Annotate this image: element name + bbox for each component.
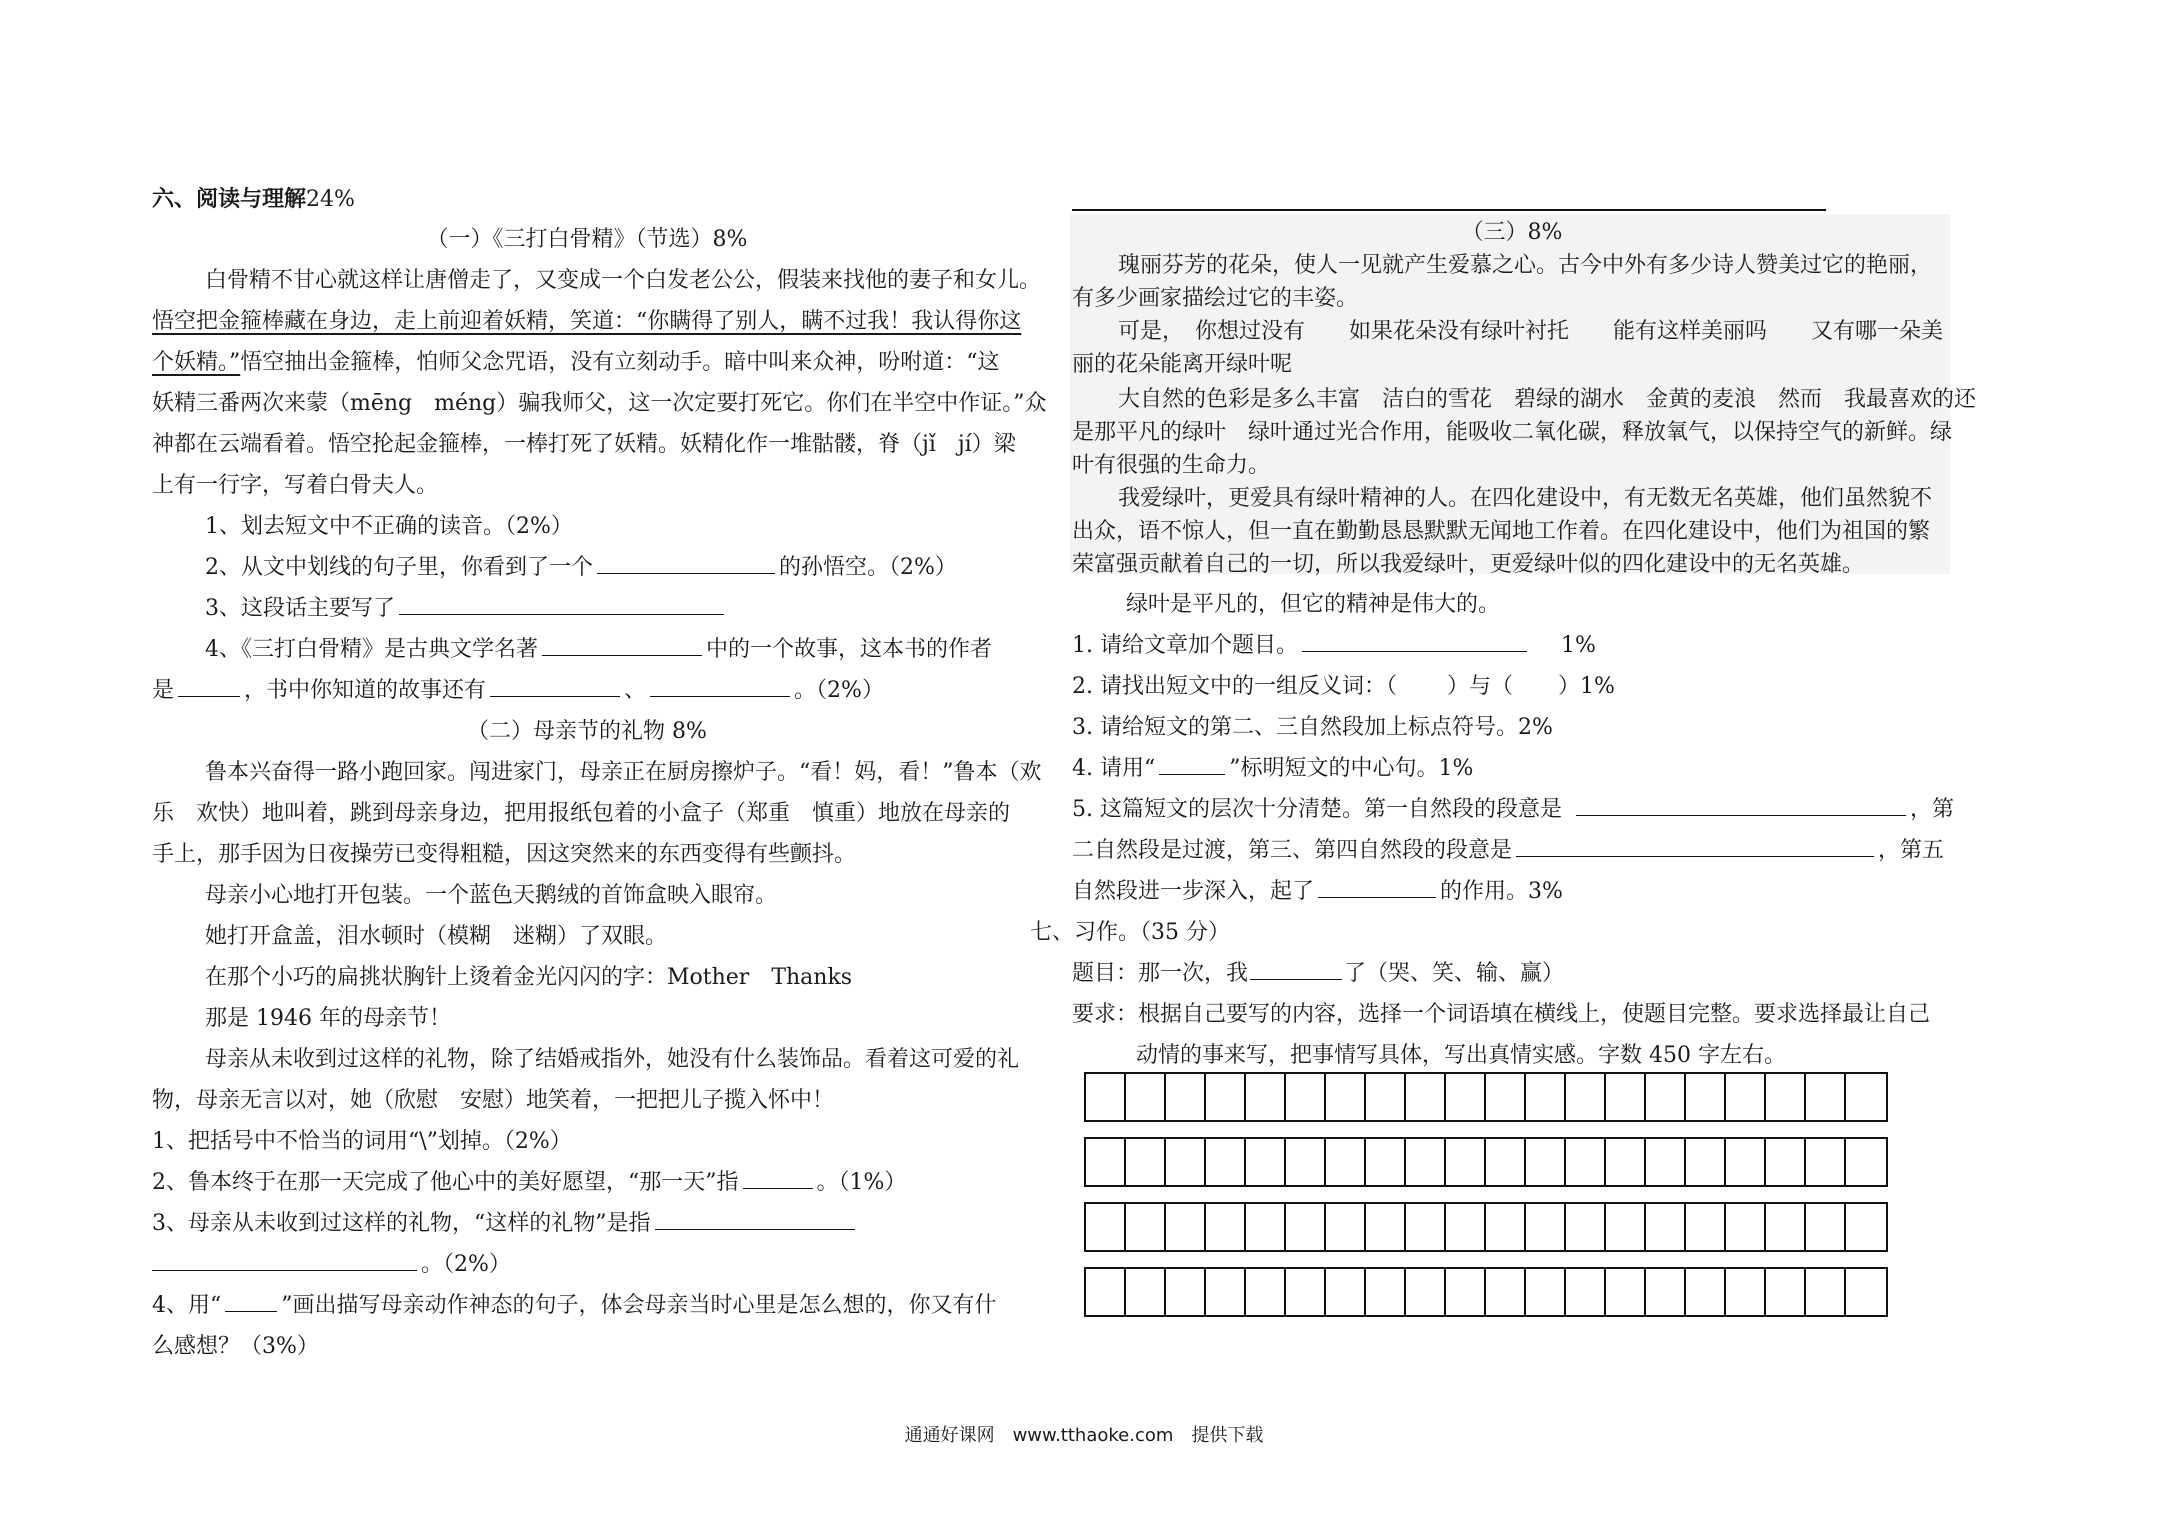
writing-grid-cell[interactable] (1606, 1074, 1646, 1120)
question-text: 二自然段是过渡，第三、第四自然段的段意是 (1072, 838, 1513, 863)
question-text: 2. 请找出短文中的一组反义词：（ (1072, 674, 1397, 699)
question-text: 1. 请给文章加个题目。 (1072, 633, 1298, 658)
answer-blank[interactable] (1516, 855, 1874, 857)
writing-grid-cell[interactable] (1646, 1139, 1686, 1185)
part3-paragraph-line: 叶有很强的生命力。 (1072, 453, 1271, 478)
question-text: ”标明短文的中心句。1% (1229, 756, 1474, 781)
writing-grid-cell[interactable] (1646, 1074, 1686, 1120)
writing-grid-cell[interactable] (1486, 1139, 1526, 1185)
writing-topic (1072, 959, 1564, 989)
writing-grid-cell[interactable] (1166, 1204, 1206, 1250)
part3-question-1 (1072, 631, 1596, 661)
writing-grid-cell[interactable] (1806, 1074, 1846, 1120)
writing-grid-cell[interactable] (1366, 1139, 1406, 1185)
question-text: ）1% (1558, 674, 1615, 699)
writing-grid-cell[interactable] (1406, 1204, 1446, 1250)
writing-grid-cell[interactable] (1206, 1269, 1246, 1315)
part1-text: 悟空抽出金箍棒，怕师父念咒语，没有立刻动手。暗中叫来众神，吩咐道：“这 (240, 350, 1000, 375)
part3-question-5 (1072, 795, 1954, 825)
writing-grid-cell[interactable] (1606, 1204, 1646, 1250)
question-text: 4、用“ (152, 1293, 222, 1318)
writing-grid-cell[interactable] (1486, 1074, 1526, 1120)
writing-grid-cell[interactable] (1806, 1204, 1846, 1250)
part3-question-5-cont (1072, 836, 1944, 866)
answer-blank[interactable] (655, 1228, 855, 1230)
part2-paragraph-line: 物，母亲无言以对，她（欣慰 安慰）地笑着，一把把儿子揽入怀中！ (152, 1088, 835, 1113)
question-text: 、 (624, 678, 647, 703)
writing-grid-cell[interactable] (1406, 1269, 1446, 1315)
answer-blank[interactable] (597, 572, 775, 574)
writing-grid-cell[interactable] (1526, 1074, 1566, 1120)
part2-paragraph-line: 母亲从未收到过这样的礼物，除了结婚戒指外，她没有什么装饰品。看着这可爱的礼 (205, 1047, 1020, 1072)
question-text: 的作用。3% (1440, 879, 1563, 904)
part2-question-3-cont (152, 1250, 511, 1280)
writing-grid-cell[interactable] (1486, 1269, 1526, 1315)
part3-question-4 (1072, 754, 1473, 784)
writing-grid-cell[interactable] (1646, 1204, 1686, 1250)
question-text: 。（1%） (816, 1170, 907, 1195)
writing-grid-cell[interactable] (1406, 1139, 1446, 1185)
writing-grid-cell[interactable] (1206, 1074, 1246, 1120)
writing-grid-cell[interactable] (1206, 1204, 1246, 1250)
section-seven-heading: 七、习作。（35 分） (1030, 920, 1230, 945)
answer-blank[interactable] (225, 1310, 277, 1312)
writing-grid-cell[interactable] (1286, 1139, 1326, 1185)
writing-grid-cell[interactable] (1246, 1139, 1286, 1185)
writing-grid-cell[interactable] (1246, 1204, 1286, 1250)
writing-grid-cell[interactable] (1086, 1139, 1126, 1185)
writing-grid-cell[interactable] (1726, 1269, 1766, 1315)
part1-question-1: 1、划去短文中不正确的读音。（2%） (205, 514, 573, 539)
part2-paragraph-line: 乐 欢快）地叫着，跳到母亲身边，把用报纸包着的小盒子（郑重 慎重）地放在母亲的 (152, 801, 1011, 826)
writing-grid-cell[interactable] (1846, 1269, 1886, 1315)
question-text: 了（哭、笑、输、赢） (1344, 961, 1565, 986)
question-text: ）与（ (1447, 674, 1514, 699)
writing-grid-cell[interactable] (1806, 1139, 1846, 1185)
writing-grid-cell[interactable] (1446, 1204, 1486, 1250)
writing-grid-cell[interactable] (1646, 1269, 1686, 1315)
writing-grid-cell[interactable] (1166, 1074, 1206, 1120)
part1-question-2 (205, 553, 957, 583)
writing-grid-cell[interactable] (1086, 1269, 1126, 1315)
part1-paragraph-line: 神都在云端看着。悟空抡起金箍棒，一棒打死了妖精。妖精化作一堆骷髅，脊（jǐ jí）梁 (152, 432, 1016, 457)
part2-paragraph-line: 她打开盒盖，泪水顿时（模糊 迷糊）了双眼。 (205, 924, 668, 949)
question-text: 5. 这篇短文的层次十分清楚。第一自然段的段意是 (1072, 797, 1562, 822)
question-text: 2、鲁本终于在那一天完成了他心中的美好愿望，“那一天”指 (152, 1170, 739, 1195)
question-text: 的孙悟空。（2%） (779, 555, 957, 580)
writing-grid-cell[interactable] (1126, 1139, 1166, 1185)
writing-grid-cell[interactable] (1846, 1139, 1886, 1185)
writing-grid-cell[interactable] (1126, 1204, 1166, 1250)
writing-grid-cell[interactable] (1606, 1269, 1646, 1315)
part2-paragraph-line: 在那个小巧的扁挑状胸针上烫着金光闪闪的字：Mother Thanks (205, 965, 853, 990)
writing-grid-cell[interactable] (1686, 1139, 1726, 1185)
writing-grid-cell[interactable] (1126, 1269, 1166, 1315)
writing-grid-cell[interactable] (1246, 1269, 1286, 1315)
writing-grid-cell[interactable] (1126, 1074, 1166, 1120)
writing-grid-cell[interactable] (1686, 1074, 1726, 1120)
part1-question-4 (205, 635, 992, 665)
writing-grid-cell[interactable] (1686, 1269, 1726, 1315)
writing-grid-cell[interactable] (1726, 1074, 1766, 1120)
part2-paragraph-line: 鲁本兴奋得一路小跑回家。闯进家门，母亲正在厨房擦炉子。“看！妈，看！”鲁本（欢 (205, 760, 1042, 785)
writing-grid-cell[interactable] (1326, 1269, 1366, 1315)
part1-underlined-sentence: 悟空把金箍棒藏在身边，走上前迎着妖精，笑道：“你瞒得了别人，瞒不过我！我认得你这 (152, 309, 1022, 334)
answer-blank[interactable] (152, 1269, 417, 1271)
writing-grid-cell[interactable] (1766, 1139, 1806, 1185)
answer-blank[interactable] (1318, 896, 1436, 898)
writing-grid-cell[interactable] (1566, 1074, 1606, 1120)
writing-grid-cell[interactable] (1766, 1204, 1806, 1250)
writing-grid-row (1084, 1137, 1888, 1187)
part3-paragraph-line: 绿叶是平凡的，但它的精神是伟大的。 (1126, 592, 1501, 617)
writing-grid-cell[interactable] (1326, 1204, 1366, 1250)
question-text: 是 (152, 678, 175, 703)
writing-grid-cell[interactable] (1526, 1204, 1566, 1250)
question-text: ，第 (1910, 797, 1955, 822)
question-text: 1% (1560, 633, 1596, 658)
answer-blank[interactable] (542, 654, 702, 656)
question-text: ，第五 (1878, 838, 1945, 863)
part2-paragraph-line: 母亲小心地打开包装。一个蓝色天鹅绒的首饰盒映入眼帘。 (205, 883, 778, 908)
part3-paragraph-line: 我爱绿叶，更爱具有绿叶精神的人。在四化建设中，有无数无名英雄，他们虽然貌不 (1118, 486, 1933, 511)
topic-blank[interactable] (1250, 978, 1342, 980)
part1-paragraph-line (152, 348, 1000, 378)
question-text: 。（2%） (421, 1252, 511, 1277)
part1-underlined-sentence-end: 个妖精。” (152, 350, 241, 375)
part3-paragraph-line: 瑰丽芬芳的花朵，使人一见就产生爱慕之心。古今中外有多少诗人赞美过它的艳丽， (1118, 253, 1933, 278)
question-text: 中的一个故事，这本书的作者 (706, 637, 993, 662)
answer-blank[interactable] (1159, 773, 1225, 775)
part3-question-2 (1072, 672, 1615, 702)
writing-grid-cell[interactable] (1486, 1204, 1526, 1250)
writing-grid-cell[interactable] (1286, 1204, 1326, 1250)
writing-grid-cell[interactable] (1566, 1269, 1606, 1315)
part1-title: （一）《三打白骨精》（节选）8% (426, 227, 748, 252)
writing-grid-cell[interactable] (1446, 1269, 1486, 1315)
part2-question-1: 1、把括号中不恰当的词用“\”划掉。（2%） (152, 1129, 572, 1154)
writing-grid-cell[interactable] (1086, 1074, 1126, 1120)
part3-paragraph-line: 大自然的色彩是多么丰富 洁白的雪花 碧绿的湖水 金黄的麦浪 然而 我最喜欢的还 (1118, 387, 1977, 412)
part2-question-3 (152, 1209, 859, 1239)
question-text: 。（2%） (794, 678, 884, 703)
writing-grid-cell[interactable] (1446, 1139, 1486, 1185)
writing-grid-cell[interactable] (1366, 1204, 1406, 1250)
writing-grid-cell[interactable] (1846, 1204, 1886, 1250)
writing-grid-cell[interactable] (1286, 1269, 1326, 1315)
part2-paragraph-line: 手上，那手因为日夜操劳已变得粗糙，因这突然来的东西变得有些颤抖。 (152, 842, 857, 867)
writing-grid-cell[interactable] (1366, 1269, 1406, 1315)
answer-blank[interactable] (1302, 650, 1527, 652)
answer-blank[interactable] (743, 1187, 813, 1189)
writing-grid-cell[interactable] (1286, 1074, 1326, 1120)
writing-requirement-cont: 动情的事来写，把事情写具体，写出真情实感。字数 450 字左右。 (1136, 1043, 1786, 1068)
part3-paragraph-line: 可是， 你想过没有 如果花朵没有绿叶衬托 能有这样美丽吗 又有哪一朵美 (1118, 319, 1944, 344)
question-text: ”画出描写母亲动作神态的句子，体会母亲当时心里是怎么想的，你又有什 (281, 1293, 997, 1318)
part3-paragraph-line: 丽的花朵能离开绿叶呢 (1072, 352, 1293, 377)
question-text: 4、《三打白骨精》是古典文学名著 (205, 637, 538, 662)
writing-grid-cell[interactable] (1726, 1204, 1766, 1250)
writing-grid-cell[interactable] (1326, 1139, 1366, 1185)
writing-grid-cell[interactable] (1406, 1074, 1446, 1120)
writing-grid-cell[interactable] (1766, 1074, 1806, 1120)
question-text: 3、这段话主要写了 (205, 596, 395, 621)
question-text: 自然段进一步深入，起了 (1072, 879, 1315, 904)
section-score: 24% (306, 187, 355, 212)
section-title: 六、阅读与理解 (152, 187, 307, 212)
writing-grid-cell[interactable] (1326, 1074, 1366, 1120)
answer-blank[interactable] (650, 695, 790, 697)
writing-grid-cell[interactable] (1246, 1074, 1286, 1120)
part2-question-4-cont: 么感想？（3%） (152, 1334, 319, 1359)
section-six-heading (152, 185, 355, 215)
writing-grid-row (1084, 1202, 1888, 1252)
writing-grid-cell[interactable] (1566, 1204, 1606, 1250)
question-text: 题目：那一次，我 (1072, 961, 1249, 986)
answer-blank[interactable] (399, 613, 724, 615)
part3-question-3: 3. 请给短文的第二、三自然段加上标点符号。2% (1072, 715, 1553, 740)
writing-grid-cell[interactable] (1086, 1204, 1126, 1250)
footer-credit: 通通好课网 www.tthaoke.com 提供下载 (904, 1425, 1264, 1446)
part3-paragraph-line: 出众，语不惊人，但一直在勤勤恳恳默默无闻地工作着。在四化建设中，他们为祖国的繁 (1072, 519, 1931, 544)
writing-grid-cell[interactable] (1686, 1204, 1726, 1250)
part1-paragraph-line: 白骨精不甘心就这样让唐僧走了，又变成一个白发老公公，假装来找他的妻子和女儿。 (205, 268, 1042, 293)
part2-question-4 (152, 1291, 997, 1321)
part2-title: （二）母亲节的礼物 8% (467, 719, 707, 744)
writing-grid-cell[interactable] (1726, 1139, 1766, 1185)
question-text: ，书中你知道的故事还有 (244, 678, 487, 703)
writing-grid-cell[interactable] (1446, 1074, 1486, 1120)
part3-paragraph-line: 是那平凡的绿叶 绿叶通过光合作用，能吸收二氧化碳，释放氧气，以保持空气的新鲜。绿 (1072, 420, 1953, 445)
part3-question-5-cont (1072, 877, 1563, 907)
writing-grid-row (1084, 1072, 1888, 1122)
answer-blank[interactable] (1576, 814, 1906, 816)
question-text: 2、从文中划线的句子里，你看到了一个 (205, 555, 593, 580)
part2-question-2 (152, 1168, 906, 1198)
part1-paragraph-line: 上有一行字，写着白骨夫人。 (152, 473, 439, 498)
part1-paragraph-line: 妖精三番两次来蒙（mēng méng）骗我师父，这一次定要打死它。你们在半空中作证。”众 (152, 391, 1047, 416)
writing-grid-cell[interactable] (1806, 1269, 1846, 1315)
writing-grid-cell[interactable] (1166, 1139, 1206, 1185)
writing-grid-cell[interactable] (1206, 1139, 1246, 1185)
part1-question-3 (205, 594, 728, 624)
writing-grid-row (1084, 1267, 1888, 1317)
answer-blank[interactable] (178, 695, 240, 697)
part3-title: （三）8% (1461, 220, 1563, 245)
answer-blank[interactable] (490, 695, 620, 697)
writing-grid-cell[interactable] (1166, 1269, 1206, 1315)
writing-grid-cell[interactable] (1606, 1139, 1646, 1185)
writing-grid-cell[interactable] (1526, 1139, 1566, 1185)
question-text: 3、母亲从未收到过这样的礼物，“这样的礼物”是指 (152, 1211, 651, 1236)
top-divider (1072, 209, 1826, 211)
part3-paragraph-line: 荣富强贡献着自己的一切，所以我爱绿叶，更爱绿叶似的四化建设中的无名英雄。 (1072, 552, 1865, 577)
part2-paragraph-line: 那是 1946 年的母亲节！ (205, 1006, 451, 1031)
writing-grid-cell[interactable] (1366, 1074, 1406, 1120)
writing-requirement: 要求：根据自己要写的内容，选择一个词语填在横线上，使题目完整。要求选择最让自己 (1072, 1002, 1931, 1027)
part3-paragraph-line: 有多少画家描绘过它的丰姿。 (1072, 286, 1359, 311)
writing-grid-cell[interactable] (1566, 1139, 1606, 1185)
writing-grid-cell[interactable] (1766, 1269, 1806, 1315)
question-text: 4. 请用“ (1072, 756, 1156, 781)
writing-grid-cell[interactable] (1846, 1074, 1886, 1120)
part1-question-4-cont (152, 676, 884, 706)
writing-grid-cell[interactable] (1526, 1269, 1566, 1315)
